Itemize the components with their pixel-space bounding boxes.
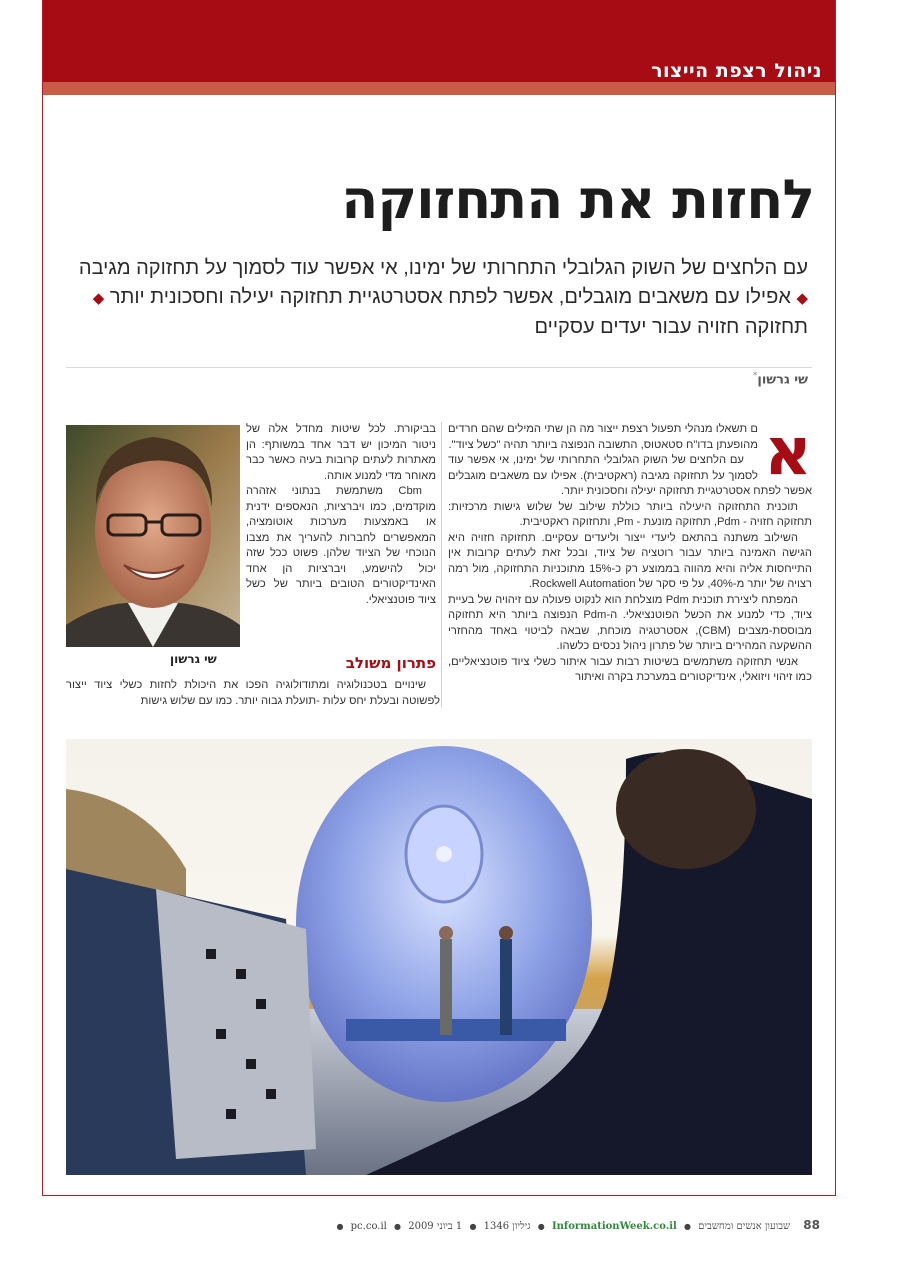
article-title: לחזות את התחזוקה — [341, 168, 814, 231]
byline-author: שי גרשון — [757, 372, 808, 388]
column-wide — [66, 678, 440, 709]
column-right — [448, 413, 812, 686]
paragraph: שינויים בטכנולוגיה ומתודולוגיה הפכו את היכולת לחזות כשלי ציוד ייצור לפשוטה ובעלת יחס עלות -תועלת גבוה יותר. כמו עם שלוש גישות — [66, 679, 440, 707]
bullet-icon: ● — [394, 1222, 402, 1231]
site-link-2[interactable]: pc.co.il — [350, 1221, 387, 1232]
issue-number: גיליון 1346 — [483, 1221, 531, 1232]
lead-line-2 — [68, 283, 808, 313]
paragraph: השילוב משתנה בהתאם ליעדי ייצור וליעדים עסקיים. תחזוקה חזויה היא הגישה האמינה ביותר עבור רוטציה של ציוד, ובכל זאת לעתים קרובות אין התייחסות אליה והיא מהווה בממוצע רק כ-15% מתוכניות התחזוקה, מול רמה רצויה של יותר מ-40%, על פי סקר של Rockwell Automation. — [448, 531, 812, 590]
lead-line-2-text: אפילו עם משאבים מוגבלים, אפשר לפתח אסטרטגיית תחזוקה יעילה וחסכונית יותר — [109, 286, 791, 308]
diamond-icon: ◆ — [92, 290, 105, 307]
bullet-icon: ● — [537, 1222, 545, 1231]
page-number: 88 — [803, 1218, 820, 1232]
lead-line-3: תחזוקה חזויה עבור יעדים עסקיים — [534, 316, 808, 338]
bullet-icon: ● — [336, 1222, 344, 1231]
paragraph: ם תשאלו מנהלי תפעול רצפת ייצור מה הן שתי המילים שהם חרדים מהופעתן בדו"ח סטאטוס, התשובה הנפוצה ביותר תהיה "כשל ציוד". — [448, 423, 758, 451]
portrait-image — [66, 425, 240, 647]
paragraph: עם הלחצים של השוק הגלובלי התחרותי של ימינו, אי אפשר עוד לסמוך על תחזוקה מגיבה (ראקטיבית). אפילו עם משאבים מוגבלים אפשר לפתח אסטרטגיית תחזוקה יעילה וחסכונית יותר. — [448, 454, 812, 497]
issue-date: 1 ביוני 2009 — [408, 1221, 463, 1232]
bullet-icon: ● — [683, 1222, 691, 1231]
lead-line-1: עם הלחצים של השוק הגלובלי התחרותי של ימינו, אי אפשר עוד לסמוך על תחזוקה מגיבה — [78, 257, 808, 279]
page-footer — [332, 1218, 820, 1232]
byline-divider — [66, 367, 812, 368]
paragraph: המפתח ליצירת תוכנית Pdm מוצלחת הוא לנקוט פעולה עם זיהויה של בעיית ציוד, כדי למנוע את הכשל הפוטנציאלי. ה-Pdm הנפוצה ביותר היא תחזוקה מבוססת-מצבים (CBM), אסטרטגיה מוכחת, שבאה לביטוי באחד מהחזרי ההשקעה המהירים ביותר של פתרון ניהול נכסים כלשהו. — [448, 593, 812, 652]
column-divider — [441, 422, 442, 707]
author-portrait — [66, 425, 240, 647]
drop-cap: א — [763, 413, 812, 490]
publication-name: שבועון אנשים ומחשבים — [698, 1221, 791, 1232]
diamond-icon: ◆ — [796, 290, 808, 307]
section-label: ניהול רצפת הייצור — [651, 60, 822, 82]
byline — [753, 371, 808, 387]
subheading: פתרון משולב — [345, 654, 436, 672]
portrait-caption: שי גרשון — [170, 652, 217, 666]
paragraph: Cbm משתמשת בנתוני אזהרה מוקדמים, כמו ויברציות, הנאספים ידנית או באמצעות מערכות אוטומציה, המאפשרים לחברות להעריך את מצבו הנוכחי של הציוד שלהן. פשוט ככל שזה יכול להישמע, ויברציות הן אחד האינדיקטורים הטובים ביותר של כשל ציוד פוטנציאלי. — [246, 485, 436, 606]
byline-mark: * — [752, 371, 758, 381]
paragraph: אנשי תחזוקה משתמשים בשיטות רבות עבור איתור כשלי ציוד פוטנציאליים, כמו זיהוי ויזואלי, אינדיקטורים במערכת בקרה ואיתור — [448, 655, 812, 683]
article-lead — [68, 254, 808, 342]
paragraph: בביקורת. לכל שיטות מחדל אלה של ניטור המיכון יש דבר אחד במשותף: הן מאתרות לעתים קרובות בעיה כאשר כבר מאוחר מדי למנוע אותה. — [246, 423, 436, 482]
column-middle — [246, 422, 436, 608]
factory-photo — [66, 739, 812, 1175]
bullet-icon: ● — [469, 1222, 477, 1231]
site-link[interactable]: InformationWeek.co.il — [551, 1221, 677, 1232]
paragraph: תוכנית התחזוקה היעילה ביותר כוללת שילוב של שלוש גישות מרכזיות: תחזוקה חזויה - Pdm, תחזוקה מונעת - Pm, ותחזוקה ראקטיבית. — [448, 500, 812, 528]
factory-photo-image — [66, 739, 812, 1175]
